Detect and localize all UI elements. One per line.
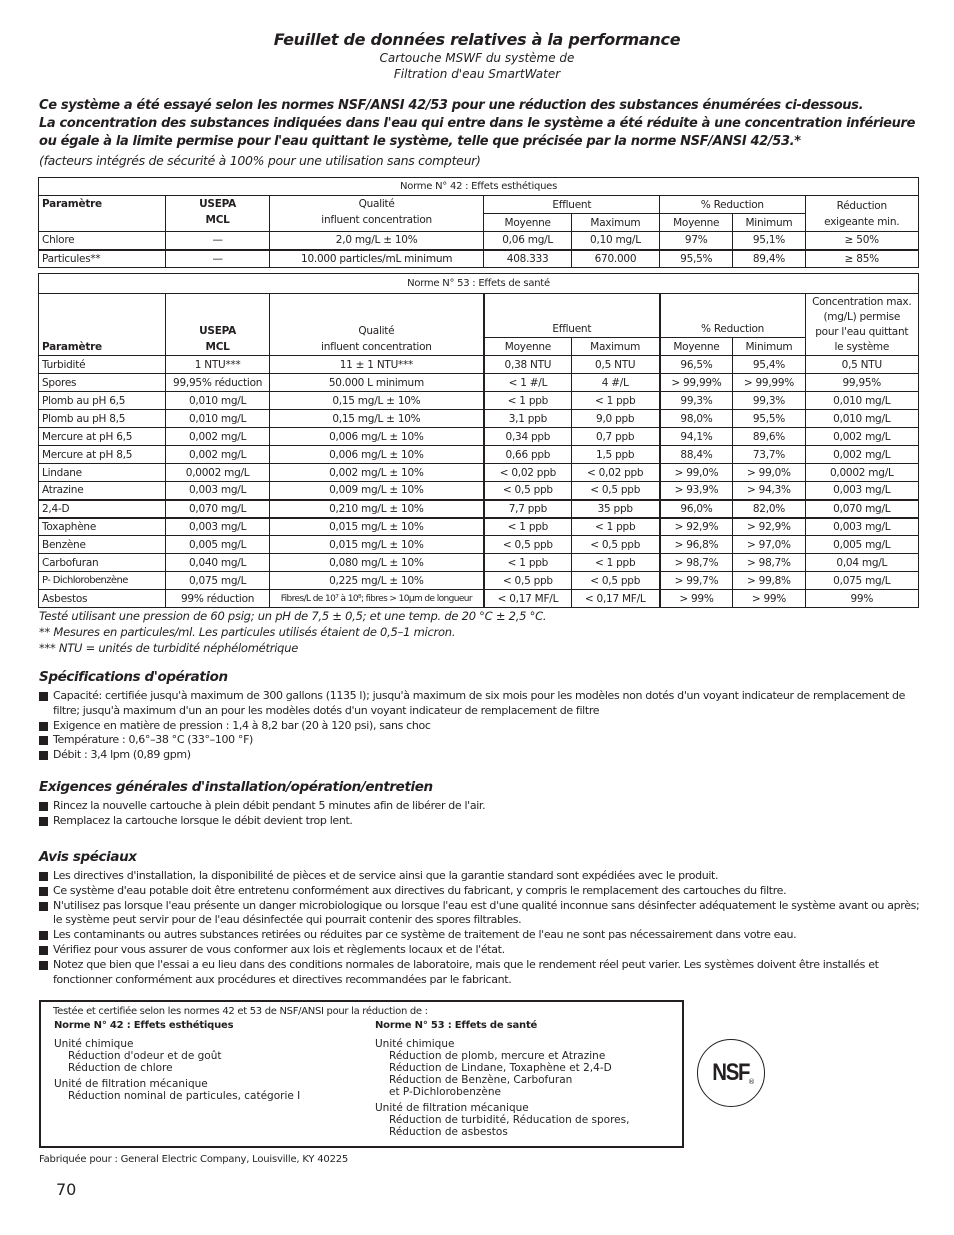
header-usepa: USEPA MCL — [166, 196, 269, 232]
cell-max-concentration: 0,010 mg/L — [805, 410, 918, 428]
cell-reduction-minimum: 89,4% — [733, 250, 805, 268]
table-row — [39, 374, 919, 392]
list-item: Les directives d'installation, la disponibilité de pièces et de service ainsi que la garantie standard sont expédiées avec le produit. — [39, 869, 924, 884]
cell-effluent-maximum: < 1 ppb — [571, 518, 659, 536]
header-max-concentration: Concentration max. (mg/L) permise pour l'eau quittant le système — [805, 294, 918, 356]
cell-qualite: 0,080 mg/L ± 10% — [269, 554, 484, 572]
table-row — [39, 356, 919, 374]
section-title: Avis spéciaux — [39, 849, 137, 865]
intro-block — [39, 97, 919, 171]
cell-usepa: 0,010 mg/L — [166, 392, 269, 410]
intro-line-3: ou égale à la limite permise pour l'eau quittant le système, telle que précisée par la norme NSF/ANSI 42/53.* — [39, 134, 801, 149]
cell-usepa: 99% réduction — [166, 590, 269, 608]
nsf-logo-text: NSF — [712, 1059, 750, 1086]
table-row — [39, 554, 919, 572]
list-item: Exigence en matière de pression : 1,4 à 8,2 bar (20 à 120 psi), sans choc — [39, 719, 924, 734]
header-effluent-maximum: Maximum — [571, 214, 659, 232]
table-row — [39, 482, 919, 500]
cell-max-concentration: 99,95% — [805, 374, 918, 392]
cell-parametre: Chlore — [39, 232, 166, 250]
cell-parametre: Particules** — [39, 250, 166, 268]
cell-parametre: Plomb au pH 6,5 — [39, 392, 166, 410]
cert-unit: Unité de filtration mécanique — [54, 1078, 208, 1090]
square-bullet-icon — [39, 736, 48, 745]
cell-effluent-moyenne: < 0,5 ppb — [484, 482, 571, 500]
cell-effluent-maximum: 670.000 — [571, 250, 659, 268]
cell-qualite: 0,015 mg/L ± 10% — [269, 518, 484, 536]
cell-effluent-maximum: 35 ppb — [571, 500, 659, 518]
cell-reduction-minimum: 95,5% — [733, 410, 805, 428]
cell-effluent-maximum: 9,0 ppb — [571, 410, 659, 428]
cell-max-concentration: 0,075 mg/L — [805, 572, 918, 590]
cell-reduction-minimum: > 94,3% — [733, 482, 805, 500]
square-bullet-icon — [39, 902, 48, 911]
cert-col-title: Norme N° 53 : Effets de santé — [375, 1020, 538, 1031]
table-footnotes — [39, 608, 546, 656]
cell-usepa: 0,005 mg/L — [166, 536, 269, 554]
cell-usepa: — — [166, 250, 269, 268]
intro-note: (facteurs intégrés de sécurité à 100% pour une utilisation sans compteur) — [39, 153, 481, 168]
cell-qualite: 0,015 mg/L ± 10% — [269, 536, 484, 554]
cell-qualite: 0,15 mg/L ± 10% — [269, 392, 484, 410]
cell-usepa: 0,003 mg/L — [166, 482, 269, 500]
cell-qualite: 0,15 mg/L ± 10% — [269, 410, 484, 428]
header-reduction-moyenne: Moyenne — [660, 338, 733, 356]
cert-item: Réduction nominal de particules, catégorie I — [68, 1090, 301, 1102]
cell-reduction-minimum: > 99,99% — [733, 374, 805, 392]
table-53-caption: Norme N° 53 : Effets de santé — [39, 274, 919, 294]
cell-qualite: 10.000 particles/mL minimum — [269, 250, 484, 268]
table-row — [39, 590, 919, 608]
cell-reduction-moyenne: > 99% — [660, 590, 733, 608]
cell-effluent-moyenne: 7,7 ppb — [484, 500, 571, 518]
cell-parametre: Turbidité — [39, 356, 166, 374]
table-row — [39, 518, 919, 536]
cell-effluent-moyenne: 0,06 mg/L — [484, 232, 571, 250]
cell-reduction-moyenne: 96,5% — [660, 356, 733, 374]
cell-max-concentration: 0,0002 mg/L — [805, 464, 918, 482]
manufacturer-note: Fabriquée pour : General Electric Company, Louisville, KY 40225 — [39, 1154, 349, 1165]
table-row — [39, 392, 919, 410]
cert-col-title: Norme N° 42 : Effets esthétiques — [54, 1020, 234, 1031]
cell-max-concentration: 0,005 mg/L — [805, 536, 918, 554]
cell-parametre: Mercure at pH 8,5 — [39, 446, 166, 464]
cell-reduction-minimum: > 92,9% — [733, 518, 805, 536]
footnote-2: ** Mesures en particules/ml. Les particules utilisés étaient de 0,5–1 micron. — [39, 625, 456, 639]
cell-max-concentration: 0,003 mg/L — [805, 482, 918, 500]
header-reduction: % Reduction — [660, 196, 805, 214]
cell-parametre: Lindane — [39, 464, 166, 482]
header-effluent-moyenne: Moyenne — [484, 214, 571, 232]
section-specifications — [39, 668, 924, 763]
square-bullet-icon — [39, 817, 48, 826]
square-bullet-icon — [39, 802, 48, 811]
cell-max-concentration: 0,002 mg/L — [805, 428, 918, 446]
cell-effluent-moyenne: < 1 ppb — [484, 392, 571, 410]
cell-parametre: Spores — [39, 374, 166, 392]
cell-max-concentration: 0,070 mg/L — [805, 500, 918, 518]
header-usepa: USEPA MCL — [166, 294, 269, 356]
cell-effluent-moyenne: 0,38 NTU — [484, 356, 571, 374]
cell-qualite: 0,009 mg/L ± 10% — [269, 482, 484, 500]
list-item: Rincez la nouvelle cartouche à plein débit pendant 5 minutes afin de libérer de l'air. — [39, 799, 924, 814]
table-row — [39, 500, 919, 518]
cell-usepa: 0,070 mg/L — [166, 500, 269, 518]
cell-reduction-minimum: 82,0% — [733, 500, 805, 518]
cell-usepa: 0,0002 mg/L — [166, 464, 269, 482]
square-bullet-icon — [39, 961, 48, 970]
certification-box — [39, 1000, 684, 1148]
cell-reduction-moyenne: > 99,0% — [660, 464, 733, 482]
cert-item: Réduction de asbestos — [389, 1126, 508, 1138]
header-reduction-minimum: Minimum — [733, 214, 805, 232]
cell-reduction-minimum: > 97,0% — [733, 536, 805, 554]
cell-usepa: 0,075 mg/L — [166, 572, 269, 590]
cell-parametre: Benzène — [39, 536, 166, 554]
cell-effluent-maximum: 0,10 mg/L — [571, 232, 659, 250]
header-effluent-moyenne: Moyenne — [484, 338, 571, 356]
table-row — [39, 428, 919, 446]
list-item: Ce système d'eau potable doit être entretenu conformément aux directives du fabricant, y compris le remplacement des cartouches du filtre. — [39, 884, 924, 899]
table-row — [39, 464, 919, 482]
cell-reduction-moyenne: > 99,99% — [660, 374, 733, 392]
cell-effluent-moyenne: < 1 ppb — [484, 554, 571, 572]
header-parametre: Paramètre — [39, 294, 166, 356]
list-item: Température : 0,6°–38 °C (33°–100 °F) — [39, 733, 924, 748]
cell-effluent-moyenne: 0,34 ppb — [484, 428, 571, 446]
square-bullet-icon — [39, 946, 48, 955]
cell-qualite: 0,006 mg/L ± 10% — [269, 446, 484, 464]
cell-qualite: 0,225 mg/L ± 10% — [269, 572, 484, 590]
square-bullet-icon — [39, 887, 48, 896]
square-bullet-icon — [39, 692, 48, 701]
cell-qualite: 2,0 mg/L ± 10% — [269, 232, 484, 250]
page-number: 70 — [56, 1180, 77, 1199]
section-special-notices — [39, 848, 924, 987]
cell-reduction-moyenne: > 96,8% — [660, 536, 733, 554]
header-reduction-minimum: Minimum — [733, 338, 805, 356]
section-installation — [39, 778, 924, 829]
cell-reduction-moyenne: 88,4% — [660, 446, 733, 464]
footnote-1: Testé utilisant une pression de 60 psig; un pH de 7,5 ± 0,5; et une temp. de 20 °C ± 2,5 °C. — [39, 609, 547, 623]
page-subtitle-line1: Cartouche MSWF du système de — [379, 51, 575, 65]
cert-unit: Unité chimique — [54, 1038, 134, 1050]
cell-required-reduction: ≥ 50% — [805, 232, 918, 250]
cell-reduction-minimum: 99,3% — [733, 392, 805, 410]
cert-item: Réduction de chlore — [68, 1062, 173, 1074]
header-qualite: Qualité influent concentration — [269, 294, 484, 356]
table-row — [39, 572, 919, 590]
cell-effluent-maximum: < 0,02 ppb — [571, 464, 659, 482]
cert-unit: Unité de filtration mécanique — [375, 1102, 529, 1114]
intro-line-2: La concentration des substances indiquées dans l'eau qui entre dans le système a été réduite à une concentration inférieure — [39, 116, 916, 131]
header-required-reduction: Réduction exigeante min. — [805, 196, 918, 232]
cell-effluent-maximum: < 0,5 ppb — [571, 482, 659, 500]
cell-qualite: 0,006 mg/L ± 10% — [269, 428, 484, 446]
header-qualite: Qualité influent concentration — [269, 196, 484, 232]
cell-reduction-minimum: > 98,7% — [733, 554, 805, 572]
cell-max-concentration: 99% — [805, 590, 918, 608]
cell-max-concentration: 0,04 mg/L — [805, 554, 918, 572]
certification-standard-53 — [375, 1020, 629, 1138]
table-42-caption: Norme N° 42 : Effets esthétiques — [39, 178, 919, 196]
cert-item: et P-Dichlorobenzène — [389, 1086, 501, 1098]
cell-max-concentration: 0,5 NTU — [805, 356, 918, 374]
cell-effluent-moyenne: 0,66 ppb — [484, 446, 571, 464]
table-row — [39, 410, 919, 428]
square-bullet-icon — [39, 722, 48, 731]
cell-effluent-moyenne: 408.333 — [484, 250, 571, 268]
cell-max-concentration: 0,003 mg/L — [805, 518, 918, 536]
cell-usepa: 0,003 mg/L — [166, 518, 269, 536]
cell-reduction-minimum: 95,4% — [733, 356, 805, 374]
cell-effluent-maximum: < 0,5 ppb — [571, 536, 659, 554]
cell-usepa: 1 NTU*** — [166, 356, 269, 374]
cell-effluent-moyenne: < 0,17 MF/L — [484, 590, 571, 608]
certification-intro: Testée et certifiée selon les normes 42 et 53 de NSF/ANSI pour la réduction de : — [53, 1006, 428, 1017]
page-title: Feuillet de données relatives à la performance — [273, 30, 681, 49]
cell-usepa: — — [166, 232, 269, 250]
square-bullet-icon — [39, 931, 48, 940]
header-reduction: % Reduction — [660, 294, 805, 338]
cell-usepa: 0,002 mg/L — [166, 428, 269, 446]
header-reduction-moyenne: Moyenne — [660, 214, 733, 232]
list-item: Remplacez la cartouche lorsque le débit devient trop lent. — [39, 814, 924, 829]
cell-effluent-maximum: < 1 ppb — [571, 392, 659, 410]
cell-parametre: P- Dichlorobenzène — [39, 572, 166, 590]
cell-effluent-maximum: < 0,17 MF/L — [571, 590, 659, 608]
footnote-3: *** NTU = unités de turbidité néphélométrique — [39, 641, 299, 655]
cell-effluent-maximum: 4 #/L — [571, 374, 659, 392]
cell-parametre: 2,4-D — [39, 500, 166, 518]
cert-item: Réduction d'odeur et de goût — [68, 1050, 222, 1062]
cell-effluent-moyenne: < 1 #/L — [484, 374, 571, 392]
cell-effluent-maximum: 1,5 ppb — [571, 446, 659, 464]
cell-usepa: 0,002 mg/L — [166, 446, 269, 464]
cell-effluent-moyenne: < 1 ppb — [484, 518, 571, 536]
cell-effluent-moyenne: < 0,5 ppb — [484, 572, 571, 590]
cell-reduction-moyenne: 99,3% — [660, 392, 733, 410]
cell-required-reduction: ≥ 85% — [805, 250, 918, 268]
header-parametre: Paramètre — [39, 196, 166, 232]
table-row — [39, 536, 919, 554]
table-row — [39, 232, 919, 250]
certification-standard-42 — [54, 1020, 300, 1102]
cell-reduction-moyenne: 96,0% — [660, 500, 733, 518]
list-item: Les contaminants ou autres substances retirées ou réduites par ce système de traitement de l'eau ne sont pas nécessairement dans votre eau. — [39, 928, 924, 943]
cell-effluent-maximum: < 1 ppb — [571, 554, 659, 572]
cell-reduction-minimum: 89,6% — [733, 428, 805, 446]
cell-qualite: 0,210 mg/L ± 10% — [269, 500, 484, 518]
header-effluent-maximum: Maximum — [571, 338, 659, 356]
cell-parametre: Plomb au pH 8,5 — [39, 410, 166, 428]
page-subtitle-line2: Filtration d'eau SmartWater — [393, 67, 561, 81]
list-item: N'utilisez pas lorsque l'eau présente un danger microbiologique ou lorsque l'eau est d'une qualité inconnue sans désinfecter adéquatement le système avant ou après; le système peut servir pour de l'eau désinfectée qui pourrait contenir des spores filtrables. — [39, 899, 924, 929]
cell-qualite: 0,002 mg/L ± 10% — [269, 464, 484, 482]
section-title: Exigences générales d'installation/opération/entretien — [39, 779, 433, 795]
cell-effluent-moyenne: 3,1 ppb — [484, 410, 571, 428]
cell-usepa: 99,95% réduction — [166, 374, 269, 392]
cert-item: Réduction de plomb, mercure et Atrazine — [389, 1050, 606, 1062]
cell-parametre: Toxaphène — [39, 518, 166, 536]
cell-parametre: Asbestos — [39, 590, 166, 608]
intro-line-1: Ce système a été essayé selon les normes NSF/ANSI 42/53 pour une réduction des substances énumérées ci-dessous. — [39, 98, 864, 113]
cert-item: Réduction de Benzène, Carbofuran — [389, 1074, 573, 1086]
section-title: Spécifications d'opération — [39, 669, 228, 685]
cell-reduction-minimum: 95,1% — [733, 232, 805, 250]
cell-reduction-moyenne: > 99,7% — [660, 572, 733, 590]
cell-reduction-moyenne: > 92,9% — [660, 518, 733, 536]
cert-item: Réduction de Lindane, Toxaphène et 2,4-D — [389, 1062, 612, 1074]
cell-reduction-moyenne: 94,1% — [660, 428, 733, 446]
cell-reduction-moyenne: 95,5% — [660, 250, 733, 268]
cell-effluent-maximum: 0,7 ppb — [571, 428, 659, 446]
cell-reduction-moyenne: > 93,9% — [660, 482, 733, 500]
table-row — [39, 446, 919, 464]
cell-qualite: 11 ± 1 NTU*** — [269, 356, 484, 374]
cell-qualite: 50.000 L minimum — [269, 374, 484, 392]
cell-reduction-minimum: > 99,0% — [733, 464, 805, 482]
cert-unit: Unité chimique — [375, 1038, 455, 1050]
cell-max-concentration: 0,002 mg/L — [805, 446, 918, 464]
cell-parametre: Carbofuran — [39, 554, 166, 572]
cell-usepa: 0,040 mg/L — [166, 554, 269, 572]
header-effluent: Effluent — [484, 196, 660, 214]
table-standard-42 — [38, 177, 919, 268]
cell-reduction-moyenne: 97% — [660, 232, 733, 250]
cell-usepa: 0,010 mg/L — [166, 410, 269, 428]
list-item: Capacité: certifiée jusqu'à maximum de 300 gallons (1135 l); jusqu'à maximum de six mois pour les modèles non dotés d'un voyant indicateur de remplacement de filtre; jusqu'à maximum d'un an pour les modèles dotés d'un voyant indicateur de remplacement de filtre — [39, 689, 924, 719]
cell-effluent-maximum: 0,5 NTU — [571, 356, 659, 374]
cell-qualite: Fibres/L de 10⁷ à 10⁸; fibres > 10µm de longueur — [269, 590, 484, 608]
square-bullet-icon — [39, 872, 48, 881]
cell-effluent-moyenne: < 0,02 ppb — [484, 464, 571, 482]
cell-parametre: Mercure at pH 6,5 — [39, 428, 166, 446]
table-row — [39, 250, 919, 268]
table-standard-53 — [38, 273, 919, 608]
cell-max-concentration: 0,010 mg/L — [805, 392, 918, 410]
cert-item: Réduction de turbidité, Réducation de spores, — [389, 1114, 630, 1126]
registered-mark-icon: ® — [748, 1078, 755, 1086]
cell-reduction-moyenne: > 98,7% — [660, 554, 733, 572]
cell-reduction-minimum: > 99,8% — [733, 572, 805, 590]
list-item: Notez que bien que l'essai a eu lieu dans des conditions normales de laboratoire, mais que le rendement réel peut varier. Les systèmes doivent être installés et fonctionner conformément aux procédures et directives recommandées par le fabricant. — [39, 958, 924, 988]
nsf-logo-icon — [697, 1039, 765, 1107]
cell-reduction-moyenne: 98,0% — [660, 410, 733, 428]
cell-effluent-maximum: < 0,5 ppb — [571, 572, 659, 590]
cell-reduction-minimum: > 99% — [733, 590, 805, 608]
list-item: Vérifiez pour vous assurer de vous conformer aux lois et règlements locaux et de l'état. — [39, 943, 924, 958]
page-header — [0, 30, 954, 82]
list-item: Débit : 3,4 lpm (0,89 gpm) — [39, 748, 924, 763]
cell-effluent-moyenne: < 0,5 ppb — [484, 536, 571, 554]
square-bullet-icon — [39, 751, 48, 760]
cell-parametre: Atrazine — [39, 482, 166, 500]
cell-reduction-minimum: 73,7% — [733, 446, 805, 464]
header-effluent: Effluent — [484, 294, 660, 338]
